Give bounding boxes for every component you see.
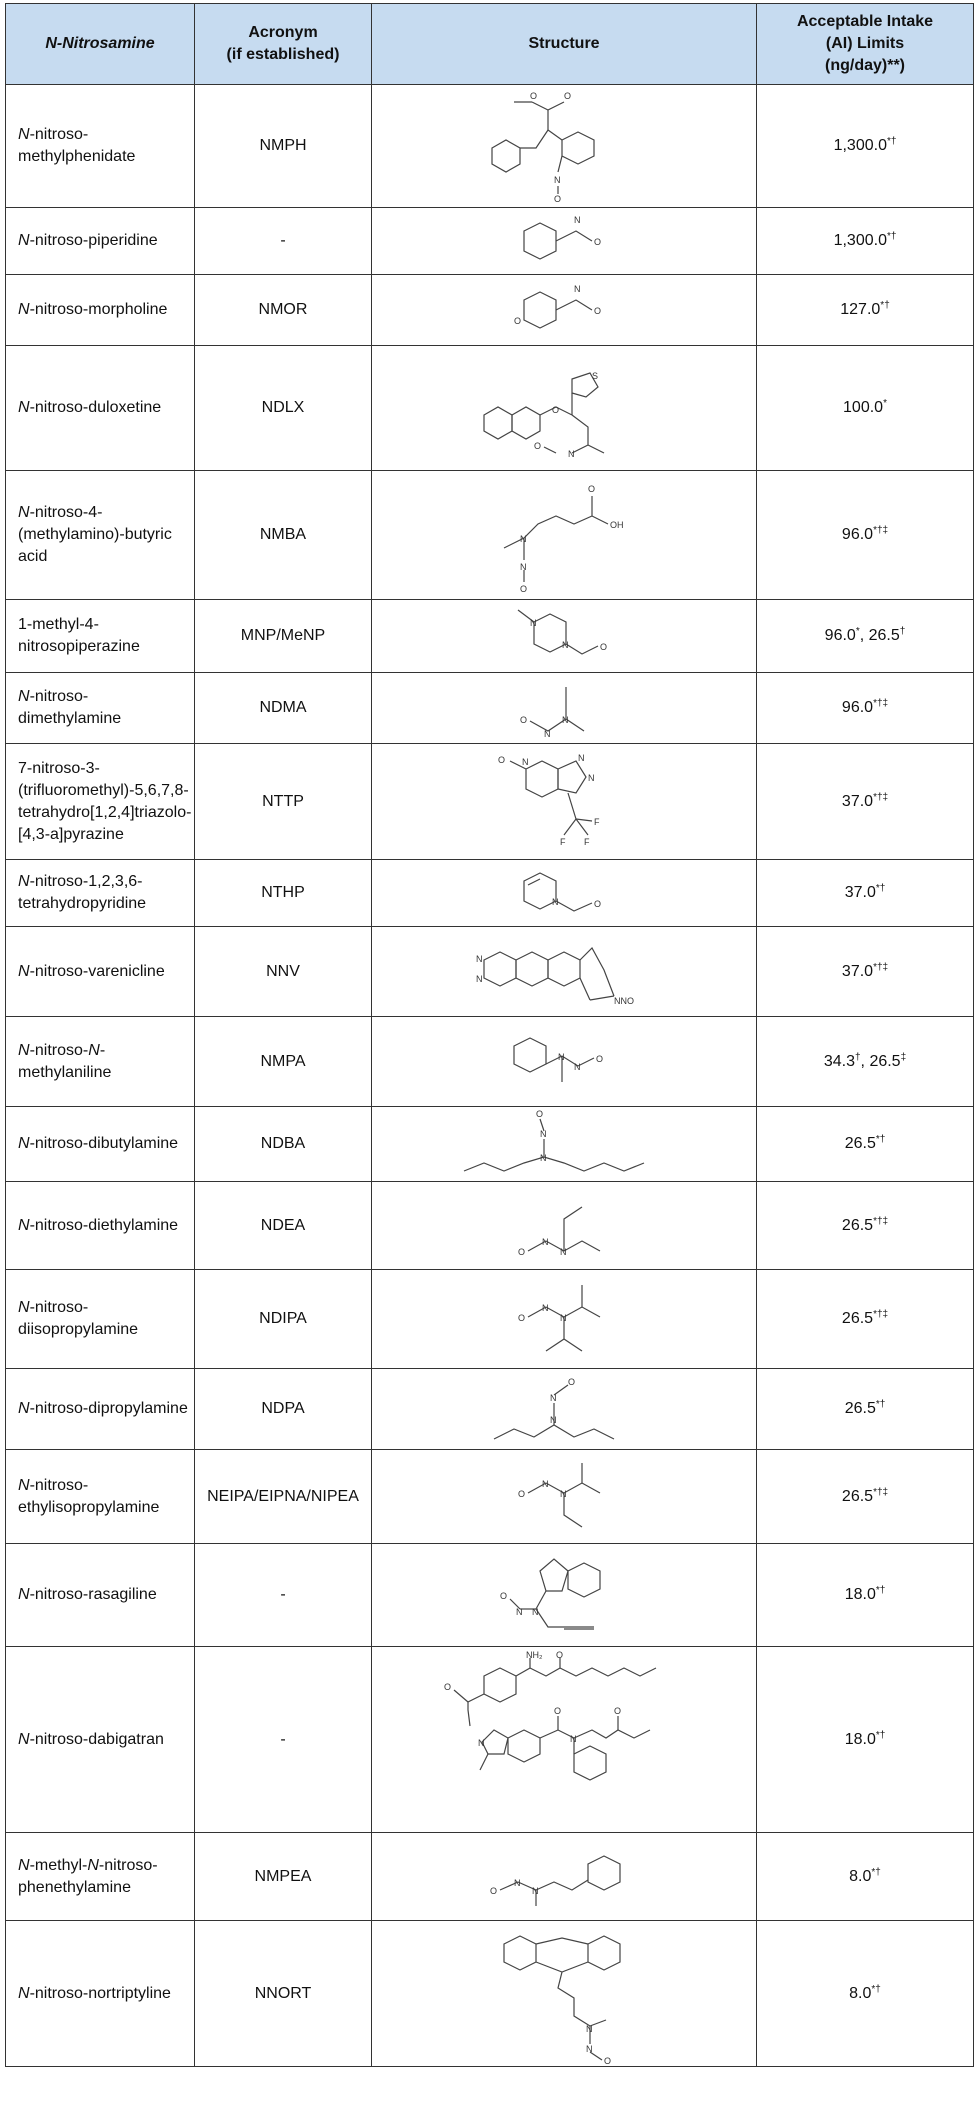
compound-name: N-nitroso-diisopropylamine — [6, 1270, 195, 1369]
compound-name: N-nitroso-nortriptyline — [6, 1921, 195, 2067]
svg-text:O: O — [594, 306, 602, 316]
table-row — [6, 275, 974, 346]
table-row — [6, 1270, 974, 1369]
table-row — [6, 1544, 974, 1647]
structure-cell — [372, 471, 757, 600]
svg-text:O: O — [568, 1377, 576, 1387]
svg-text:O: O — [552, 405, 560, 415]
structure-cell — [372, 1369, 757, 1450]
svg-text:O: O — [564, 91, 572, 101]
svg-text:O: O — [498, 754, 506, 765]
structure-ndma — [494, 677, 634, 739]
svg-text:NNO: NNO — [614, 995, 634, 1006]
table-row — [6, 1107, 974, 1182]
svg-text:N: N — [588, 772, 595, 783]
nitrosamine-ai-table — [5, 3, 974, 2067]
compound-name: N-nitroso-morpholine — [6, 275, 195, 346]
svg-text:N: N — [574, 1061, 581, 1072]
table-row — [6, 471, 974, 600]
structure-cell — [372, 1544, 757, 1647]
svg-text:O: O — [490, 1885, 498, 1896]
structure-cell — [372, 600, 757, 673]
svg-text:O: O — [520, 715, 528, 725]
acronym-cell: NDEA — [195, 1182, 372, 1270]
structure-rasagiline — [464, 1547, 664, 1643]
header-nitrosamine: N-Nitrosamine — [6, 4, 195, 85]
compound-name: N-nitroso-1,2,3,6-tetrahydropyridine — [6, 860, 195, 927]
svg-text:N: N — [542, 1236, 549, 1247]
svg-text:O: O — [588, 484, 596, 494]
svg-text:O: O — [600, 642, 608, 652]
svg-text:O: O — [594, 237, 602, 247]
compound-name: N-nitroso-4-(methylamino)-butyric acid — [6, 471, 195, 600]
svg-text:O: O — [614, 1705, 622, 1716]
svg-text:O: O — [530, 91, 538, 101]
ai-limit-cell: 37.0*†‡ — [757, 927, 974, 1017]
table-row — [6, 208, 974, 275]
table-row — [6, 1450, 974, 1544]
structure-varenicline — [454, 930, 674, 1014]
svg-text:O: O — [556, 1649, 564, 1660]
svg-text:N: N — [530, 618, 537, 628]
compound-name: N-nitroso-dipropylamine — [6, 1369, 195, 1450]
structure-nmpa — [484, 1020, 644, 1104]
structure-dabigatran — [414, 1650, 714, 1830]
structure-cell — [372, 1270, 757, 1369]
ai-limit-cell: 100.0* — [757, 346, 974, 471]
ai-limit-cell: 37.0*† — [757, 860, 974, 927]
structure-cell — [372, 927, 757, 1017]
svg-text:O: O — [520, 584, 528, 594]
compound-name: N-nitroso-N-methylaniline — [6, 1017, 195, 1107]
structure-cell — [372, 673, 757, 744]
structure-cell — [372, 860, 757, 927]
compound-name: 7-nitroso-3-(trifluoromethyl)-5,6,7,8-tetrahydro[1,2,4]triazolo-[4,3-a]pyrazine — [6, 744, 195, 860]
ai-limit-cell: 96.0*†‡ — [757, 471, 974, 600]
ai-limit-cell: 26.5*†‡ — [757, 1182, 974, 1270]
svg-text:N: N — [558, 1051, 565, 1062]
svg-text:O: O — [500, 1591, 508, 1601]
compound-name: N-nitroso-ethylisopropylamine — [6, 1450, 195, 1544]
svg-text:N: N — [554, 175, 561, 185]
svg-text:N: N — [550, 1393, 557, 1403]
table-row — [6, 673, 974, 744]
table-row — [6, 85, 974, 208]
svg-text:N: N — [560, 1313, 567, 1323]
table-row — [6, 927, 974, 1017]
structure-cell — [372, 346, 757, 471]
ai-limit-cell: 34.3†, 26.5‡ — [757, 1017, 974, 1107]
acronym-cell: NDMA — [195, 673, 372, 744]
svg-text:O: O — [534, 441, 542, 451]
ai-limit-cell: 96.0*, 26.5† — [757, 600, 974, 673]
table-row — [6, 1182, 974, 1270]
svg-text:N: N — [574, 284, 581, 294]
svg-text:N: N — [476, 973, 483, 984]
ai-limit-cell: 18.0*† — [757, 1647, 974, 1833]
compound-name: 1-methyl-4-nitrosopiperazine — [6, 600, 195, 673]
structure-cell — [372, 1450, 757, 1544]
svg-text:N: N — [560, 1246, 567, 1257]
svg-text:N: N — [540, 1153, 547, 1163]
acronym-cell: - — [195, 1544, 372, 1647]
compound-name: N-nitroso-dimethylamine — [6, 673, 195, 744]
structure-cell — [372, 208, 757, 275]
header-structure: Structure — [372, 4, 757, 85]
table-row — [6, 1647, 974, 1833]
structure-mnp — [494, 602, 634, 670]
svg-text:O: O — [604, 2055, 612, 2064]
svg-text:NH₂: NH₂ — [526, 1649, 543, 1660]
ai-limit-cell: 26.5*† — [757, 1369, 974, 1450]
structure-ndpa — [464, 1371, 664, 1447]
svg-text:N: N — [542, 1478, 549, 1489]
svg-text:N: N — [552, 897, 559, 907]
acronym-cell: NMOR — [195, 275, 372, 346]
svg-text:N: N — [586, 2023, 593, 2034]
svg-text:N: N — [540, 1129, 547, 1139]
structure-cell — [372, 85, 757, 208]
svg-text:N: N — [560, 1488, 567, 1499]
svg-text:N: N — [578, 752, 585, 763]
svg-text:F: F — [560, 836, 566, 847]
structure-nttp — [464, 747, 664, 857]
table-row — [6, 860, 974, 927]
table-row — [6, 1017, 974, 1107]
compound-name: N-nitroso-varenicline — [6, 927, 195, 1017]
structure-cell — [372, 1921, 757, 2067]
svg-text:O: O — [554, 1705, 562, 1716]
svg-text:O: O — [518, 1246, 526, 1257]
compound-name: N-methyl-N-nitroso-phenethylamine — [6, 1833, 195, 1921]
acronym-cell: MNP/MeNP — [195, 600, 372, 673]
svg-text:N: N — [570, 1733, 577, 1744]
svg-text:S: S — [592, 371, 599, 381]
svg-text:O: O — [518, 1488, 526, 1499]
ai-limit-cell: 127.0*† — [757, 275, 974, 346]
svg-text:N: N — [562, 715, 569, 725]
structure-nmba — [474, 476, 654, 594]
table-row — [6, 1921, 974, 2067]
structure-neipa — [484, 1453, 644, 1541]
acronym-cell: NMBA — [195, 471, 372, 600]
svg-text:O: O — [594, 899, 602, 909]
svg-text:N: N — [550, 1415, 557, 1425]
acronym-cell: NTHP — [195, 860, 372, 927]
header-acronym: Acronym (if established) — [195, 4, 372, 85]
structure-cell — [372, 275, 757, 346]
svg-text:F: F — [584, 836, 590, 847]
svg-text:N: N — [586, 2043, 593, 2054]
table-row — [6, 1833, 974, 1921]
compound-name: N-nitroso-methylphenidate — [6, 85, 195, 208]
table-row — [6, 600, 974, 673]
structure-cell — [372, 1833, 757, 1921]
nitrosamine-table-container — [5, 3, 973, 2067]
structure-ndba — [444, 1109, 684, 1179]
acronym-cell: - — [195, 208, 372, 275]
ai-limit-cell: 1,300.0*† — [757, 85, 974, 208]
svg-text:N: N — [532, 1885, 539, 1896]
structure-cell — [372, 1017, 757, 1107]
acronym-cell: NMPA — [195, 1017, 372, 1107]
svg-text:N: N — [562, 640, 569, 650]
acronym-cell: NDPA — [195, 1369, 372, 1450]
compound-name: N-nitroso-dabigatran — [6, 1647, 195, 1833]
ai-limit-cell: 8.0*† — [757, 1921, 974, 2067]
svg-text:N: N — [532, 1607, 539, 1617]
ai-limit-cell: 26.5*†‡ — [757, 1270, 974, 1369]
ai-limit-cell: 1,300.0*† — [757, 208, 974, 275]
compound-name: N-nitroso-dibutylamine — [6, 1107, 195, 1182]
compound-name: N-nitroso-rasagiline — [6, 1544, 195, 1647]
ai-limit-cell: 18.0*† — [757, 1544, 974, 1647]
svg-text:N: N — [476, 953, 483, 964]
ai-limit-cell: 26.5*†‡ — [757, 1450, 974, 1544]
acronym-cell: NEIPA/EIPNA/NIPEA — [195, 1450, 372, 1544]
table-row — [6, 1369, 974, 1450]
svg-text:N: N — [568, 449, 575, 459]
svg-text:N: N — [520, 562, 527, 572]
table-row — [6, 346, 974, 471]
structure-nortriptyline — [464, 1924, 664, 2064]
table-row — [6, 744, 974, 860]
structure-ndea — [484, 1185, 644, 1267]
structure-nmpea — [464, 1836, 664, 1918]
structure-nthp — [494, 863, 634, 923]
acronym-cell: NMPEA — [195, 1833, 372, 1921]
structure-cell — [372, 1647, 757, 1833]
svg-text:N: N — [542, 1303, 549, 1313]
compound-name: N-nitroso-piperidine — [6, 208, 195, 275]
svg-text:O: O — [554, 194, 562, 202]
svg-text:O: O — [536, 1109, 544, 1119]
svg-text:N: N — [520, 534, 527, 544]
acronym-cell: NNV — [195, 927, 372, 1017]
acronym-cell: NMPH — [195, 85, 372, 208]
acronym-cell: NNORT — [195, 1921, 372, 2067]
compound-name: N-nitroso-diethylamine — [6, 1182, 195, 1270]
svg-text:O: O — [514, 316, 522, 326]
structure-cell — [372, 744, 757, 860]
svg-text:OH: OH — [610, 520, 624, 530]
svg-text:O: O — [596, 1053, 604, 1064]
svg-text:N: N — [574, 215, 581, 225]
acronym-cell: NDBA — [195, 1107, 372, 1182]
structure-morpholine — [494, 278, 634, 342]
acronym-cell: NDLX — [195, 346, 372, 471]
acronym-cell: NDIPA — [195, 1270, 372, 1369]
svg-text:N: N — [516, 1607, 523, 1617]
svg-text:O: O — [444, 1681, 452, 1692]
svg-text:N: N — [544, 729, 551, 739]
table-header-row — [6, 4, 974, 85]
acronym-cell: NTTP — [195, 744, 372, 860]
svg-text:O: O — [518, 1313, 526, 1323]
structure-nmph — [474, 90, 654, 202]
svg-text:N: N — [514, 1877, 521, 1888]
ai-limit-cell: 26.5*† — [757, 1107, 974, 1182]
structure-ndipa — [484, 1273, 644, 1365]
structure-cell — [372, 1182, 757, 1270]
svg-text:N: N — [478, 1737, 485, 1748]
structure-duloxetine — [464, 349, 664, 467]
ai-limit-cell: 8.0*† — [757, 1833, 974, 1921]
svg-text:N: N — [522, 756, 529, 767]
compound-name: N-nitroso-duloxetine — [6, 346, 195, 471]
structure-cell — [372, 1107, 757, 1182]
svg-text:F: F — [594, 816, 600, 827]
acronym-cell: - — [195, 1647, 372, 1833]
ai-limit-cell: 96.0*†‡ — [757, 673, 974, 744]
header-ai-limits: Acceptable Intake (AI) Limits (ng/day)**) — [757, 4, 974, 85]
structure-piperidine — [494, 211, 634, 271]
ai-limit-cell: 37.0*†‡ — [757, 744, 974, 860]
